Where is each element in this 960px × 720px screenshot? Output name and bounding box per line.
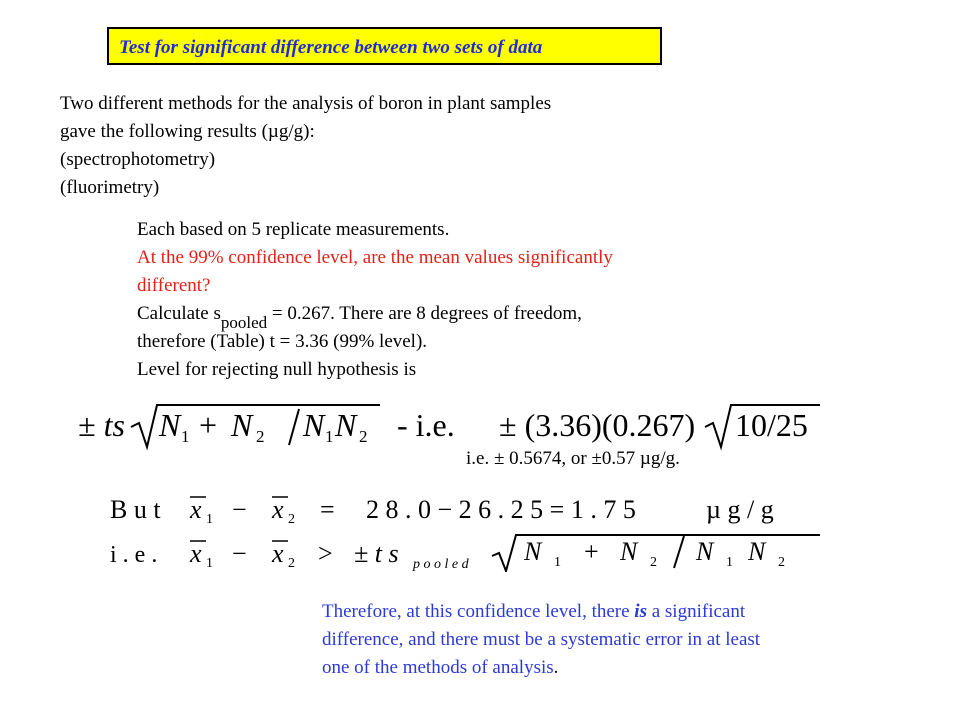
svg-text:x: x [190, 495, 202, 524]
formula1-slash [289, 409, 299, 445]
conclusion-line-1-post: a significant [646, 601, 746, 622]
svg-text:1: 1 [325, 427, 334, 446]
formula1-numeric: ± (3.36)(0.267) [499, 407, 696, 443]
calc-subscript: pooled [220, 313, 268, 332]
formula1-ratio: 10/25 [735, 407, 808, 443]
formula1-n1n2-a: N [303, 407, 325, 443]
conclusion-line-3-pre: one of the methods of analysis [322, 657, 554, 678]
formula1-n1n2-b: N [335, 407, 357, 443]
formula3-pooled: p o o l e d [413, 557, 469, 572]
svg-text:N: N [620, 537, 638, 566]
svg-text:2: 2 [288, 512, 295, 527]
svg-text:1: 1 [726, 555, 733, 570]
formula3-pm-ts: ± t s [354, 539, 399, 568]
formula1-pm-ts: ± ts [78, 407, 125, 443]
formula1-ie: - i.e. [397, 407, 455, 443]
svg-text:1: 1 [206, 556, 213, 571]
formula-rejection-level [75, 395, 835, 455]
conclusion-line-3 [322, 654, 760, 682]
reject-line: Level for rejecting null hypothesis is [137, 359, 417, 380]
formula3-greater-than: > [318, 539, 333, 568]
replicates-line: Each based on 5 replicate measurements. [137, 219, 450, 240]
svg-text:N: N [524, 537, 542, 566]
formula2-but: B u t [110, 495, 161, 524]
reasoning-text [137, 216, 613, 384]
formula1-n1: N [159, 407, 181, 443]
formula3-ie: i . e . [110, 542, 158, 568]
svg-text:1: 1 [181, 427, 190, 446]
formula2-unit: µ g / g [706, 495, 774, 524]
formula2-equals: = [320, 495, 335, 524]
conclusion-period: . [553, 657, 559, 678]
conclusion-text [322, 598, 760, 682]
question-line-1: At the 99% confidence level, are the mean values significantly [137, 247, 613, 268]
svg-text:+: + [199, 407, 218, 443]
formula-difference-of-means [108, 488, 828, 528]
question-line-2: different? [137, 275, 211, 296]
intro-line-3: (spectrophotometry) [60, 149, 216, 170]
svg-text:x: x [272, 495, 284, 524]
calc-prefix: Calculate s [137, 303, 221, 324]
conclusion-line-1-pre: Therefore, at this confidence level, there [322, 601, 635, 622]
calc-suffix: = 0.267. There are 8 degrees of freedom, [267, 303, 582, 324]
slide-title: Test for significant difference between two sets of data [107, 27, 662, 65]
svg-text:2: 2 [778, 555, 785, 570]
svg-text:−: − [232, 539, 247, 568]
formula1-n2: N [231, 407, 253, 443]
calc-line [137, 300, 613, 332]
table-line: therefore (Table) t = 3.36 (99% level). [137, 331, 428, 352]
intro-line-1: Two different methods for the analysis of boron in plant samples [60, 93, 552, 114]
svg-text:2: 2 [359, 427, 368, 446]
svg-text:x: x [272, 539, 284, 568]
intro-line-2: gave the following results (µg/g): [60, 121, 315, 142]
formula-comparison [108, 532, 828, 572]
svg-text:1: 1 [206, 512, 213, 527]
svg-text:2: 2 [288, 556, 295, 571]
svg-text:N: N [748, 537, 766, 566]
formula2-minus: − [232, 495, 247, 524]
svg-text:N: N [696, 537, 714, 566]
ie-result-line: i.e. ± 0.5674, or ±0.57 µg/g. [466, 448, 680, 469]
svg-text:1: 1 [554, 555, 561, 570]
formula2-values: 2 8 . 0 − 2 6 . 2 5 = 1 . 7 5 [366, 495, 636, 524]
svg-text:2: 2 [650, 555, 657, 570]
conclusion-line-1 [322, 598, 760, 626]
conclusion-line-2: difference, and there must be a systematic error in at least [322, 629, 761, 650]
conclusion-emphasis: is [634, 601, 647, 622]
svg-text:2: 2 [256, 427, 265, 446]
svg-text:x: x [190, 539, 202, 568]
intro-text [60, 90, 551, 202]
intro-line-4: (fluorimetry) [60, 177, 160, 198]
svg-text:+: + [584, 537, 599, 566]
